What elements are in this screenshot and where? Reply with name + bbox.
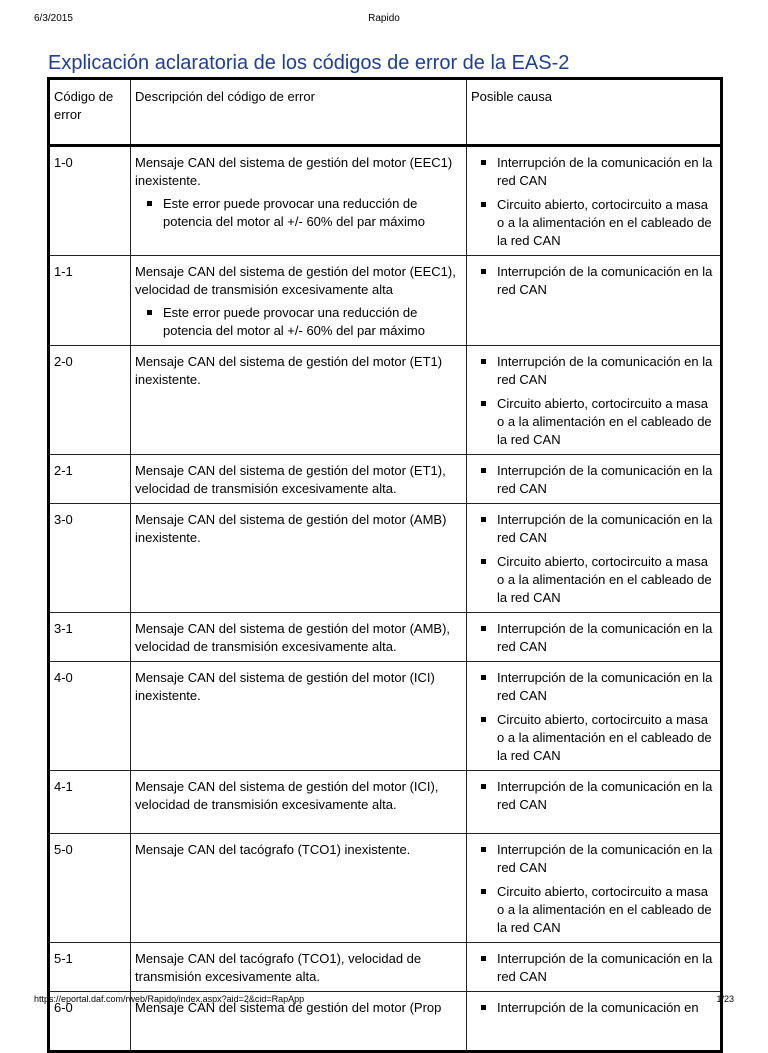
bullet-square-icon	[481, 517, 486, 522]
print-footer	[34, 994, 734, 1010]
cause-cell	[467, 504, 722, 613]
error-code-cell: 2-0	[49, 346, 131, 455]
description-text: Mensaje CAN del tacógrafo (TCO1) inexistente.	[135, 842, 411, 857]
cause-list	[471, 841, 716, 937]
note-item	[135, 304, 462, 340]
cause-cell	[467, 662, 722, 771]
bullet-square-icon	[481, 847, 486, 852]
cause-text: Interrupción de la comunicación en la red CAN	[497, 155, 713, 188]
note-text: Este error puede provocar una reducción de potencia del motor al +/- 60% del par máximo	[163, 305, 425, 338]
bullet-square-icon	[481, 784, 486, 789]
note-list	[135, 304, 462, 340]
cause-item	[471, 462, 716, 498]
error-code-cell: 2-1	[49, 455, 131, 504]
cause-item	[471, 553, 716, 607]
cause-cell	[467, 146, 722, 256]
cause-text: Circuito abierto, cortocircuito a masa o a la alimentación en el cableado de la red CAN	[497, 712, 712, 763]
description-text: Mensaje CAN del sistema de gestión del motor (ET1), velocidad de transmisión excesivamente alta.	[135, 463, 446, 496]
cause-text: Interrupción de la comunicación en la red CAN	[497, 463, 713, 496]
cause-item	[471, 196, 716, 250]
description-text: Mensaje CAN del sistema de gestión del motor (EEC1) inexistente.	[135, 155, 453, 188]
print-url: https://eportal.daf.com/rweb/Rapido/index.aspx?aid=2&cid=RapApp	[34, 994, 305, 1004]
error-code-cell: 1-0	[49, 146, 131, 256]
cause-item	[471, 154, 716, 190]
cause-cell	[467, 346, 722, 455]
description-cell	[131, 455, 467, 504]
bullet-square-icon	[481, 160, 486, 165]
description-text: Mensaje CAN del sistema de gestión del motor (ICI) inexistente.	[135, 670, 435, 703]
error-code-cell: 4-0	[49, 662, 131, 771]
cause-cell	[467, 943, 722, 992]
cause-text: Circuito abierto, cortocircuito a masa o a la alimentación en el cableado de la red CAN	[497, 554, 712, 605]
note-item	[135, 195, 462, 231]
note-list	[135, 195, 462, 231]
bullet-square-icon	[481, 202, 486, 207]
print-date: 6/3/2015	[34, 13, 73, 24]
cause-list	[471, 263, 716, 299]
table-row	[49, 943, 722, 992]
description-cell	[131, 146, 467, 256]
cause-text: Interrupción de la comunicación en la red CAN	[497, 512, 713, 545]
column-header-cause: Posible causa	[467, 79, 722, 146]
bullet-square-icon	[481, 626, 486, 631]
cause-cell	[467, 613, 722, 662]
description-cell	[131, 662, 467, 771]
cause-item	[471, 778, 716, 814]
bullet-square-icon	[481, 717, 486, 722]
cause-text: Interrupción de la comunicación en la red CAN	[497, 670, 713, 703]
print-header	[34, 13, 734, 29]
bullet-square-icon	[147, 310, 152, 315]
cause-cell	[467, 771, 722, 834]
bullet-square-icon	[481, 468, 486, 473]
cause-cell	[467, 455, 722, 504]
cause-text: Interrupción de la comunicación en la red CAN	[497, 951, 713, 984]
cause-list	[471, 669, 716, 765]
description-cell	[131, 613, 467, 662]
table-row	[49, 662, 722, 771]
cause-item	[471, 395, 716, 449]
table-row	[49, 256, 722, 346]
description-cell	[131, 504, 467, 613]
bullet-square-icon	[147, 201, 152, 206]
table-row	[49, 613, 722, 662]
table-row	[49, 504, 722, 613]
description-text: Mensaje CAN del sistema de gestión del motor (ICI), velocidad de transmisión excesivamente alta.	[135, 779, 439, 812]
description-text: Mensaje CAN del sistema de gestión del motor (EEC1), velocidad de transmisión excesivamente alta	[135, 264, 456, 297]
cause-item	[471, 353, 716, 389]
cause-list	[471, 620, 716, 656]
bullet-square-icon	[481, 359, 486, 364]
cause-cell	[467, 834, 722, 943]
cause-item	[471, 883, 716, 937]
error-code-table	[47, 77, 723, 1053]
description-text: Mensaje CAN del sistema de gestión del motor (ET1) inexistente.	[135, 354, 443, 387]
column-header-code: Código de error	[49, 79, 131, 146]
table-header-row	[49, 79, 722, 146]
description-cell	[131, 346, 467, 455]
cause-list	[471, 462, 716, 498]
cause-item	[471, 669, 716, 705]
cause-list	[471, 353, 716, 449]
bullet-square-icon	[481, 401, 486, 406]
bullet-square-icon	[481, 559, 486, 564]
description-cell	[131, 834, 467, 943]
cause-list	[471, 511, 716, 607]
cause-item	[471, 950, 716, 986]
table-row	[49, 146, 722, 256]
cause-list	[471, 154, 716, 250]
cause-text: Circuito abierto, cortocircuito a masa o a la alimentación en el cableado de la red CAN	[497, 396, 712, 447]
error-code-cell: 4-1	[49, 771, 131, 834]
error-code-cell: 3-0	[49, 504, 131, 613]
page-number: 1/23	[716, 994, 734, 1004]
description-text: Mensaje CAN del sistema de gestión del motor (AMB) inexistente.	[135, 512, 447, 545]
description-text: Mensaje CAN del sistema de gestión del motor (Prop	[135, 1000, 442, 1015]
description-text: Mensaje CAN del sistema de gestión del motor (AMB), velocidad de transmisión excesivamente alta.	[135, 621, 451, 654]
cause-item	[471, 620, 716, 656]
bullet-square-icon	[481, 675, 486, 680]
cause-item	[471, 841, 716, 877]
table-row	[49, 834, 722, 943]
cause-text: Circuito abierto, cortocircuito a masa o a la alimentación en el cableado de la red CAN	[497, 197, 712, 248]
description-cell	[131, 771, 467, 834]
cause-text: Interrupción de la comunicación en la red CAN	[497, 842, 713, 875]
error-code-cell: 6-0	[49, 992, 131, 1052]
table-row	[49, 455, 722, 504]
column-header-description: Descripción del código de error	[131, 79, 467, 146]
print-app-name: Rapido	[368, 13, 400, 24]
cause-text: Interrupción de la comunicación en la red CAN	[497, 779, 713, 812]
cause-item	[471, 511, 716, 547]
page-title: Explicación aclaratoria de los códigos de error de la EAS-2	[48, 52, 570, 74]
bullet-square-icon	[481, 956, 486, 961]
cause-item	[471, 263, 716, 299]
error-code-cell: 5-1	[49, 943, 131, 992]
table-row	[49, 771, 722, 834]
cause-list	[471, 950, 716, 986]
table-body	[49, 146, 722, 1052]
description-cell	[131, 943, 467, 992]
description-cell	[131, 256, 467, 346]
bullet-square-icon	[481, 889, 486, 894]
note-text: Este error puede provocar una reducción de potencia del motor al +/- 60% del par máximo	[163, 196, 425, 229]
cause-list	[471, 778, 716, 814]
cause-text: Interrupción de la comunicación en	[497, 1000, 699, 1015]
cause-text: Interrupción de la comunicación en la red CAN	[497, 621, 713, 654]
bullet-square-icon	[481, 269, 486, 274]
cause-text: Interrupción de la comunicación en la red CAN	[497, 264, 713, 297]
error-code-cell: 1-1	[49, 256, 131, 346]
cause-item	[471, 711, 716, 765]
table-row	[49, 346, 722, 455]
error-code-cell: 5-0	[49, 834, 131, 943]
description-text: Mensaje CAN del tacógrafo (TCO1), velocidad de transmisión excesivamente alta.	[135, 951, 422, 984]
error-code-cell: 3-1	[49, 613, 131, 662]
cause-text: Circuito abierto, cortocircuito a masa o a la alimentación en el cableado de la red CAN	[497, 884, 712, 935]
cause-cell	[467, 256, 722, 346]
cause-text: Interrupción de la comunicación en la red CAN	[497, 354, 713, 387]
